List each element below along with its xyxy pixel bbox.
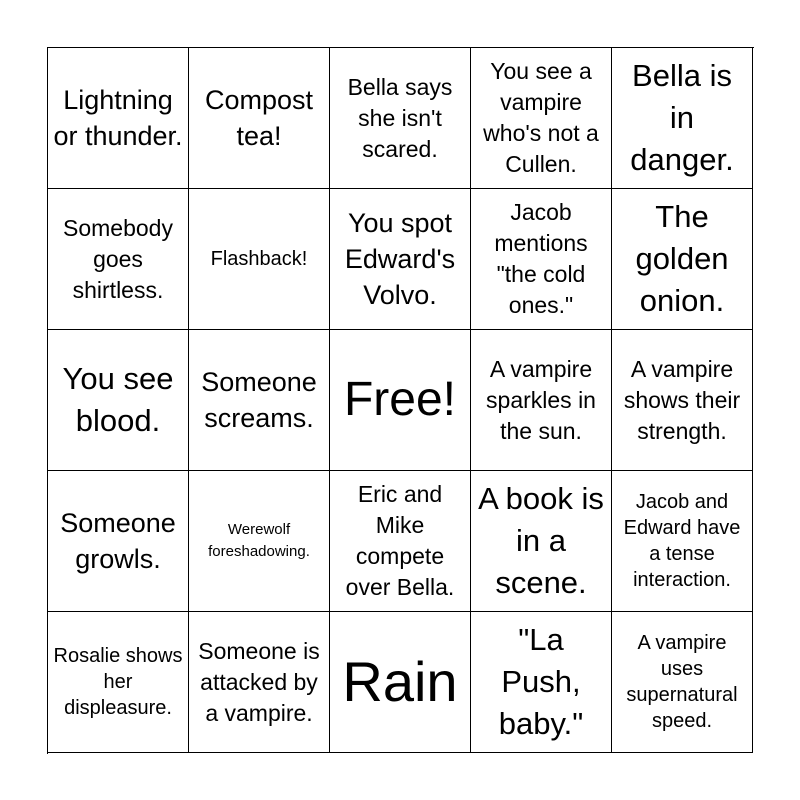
- bingo-cell-16[interactable]: [48, 471, 189, 612]
- bingo-cell-8[interactable]: [330, 189, 471, 330]
- bingo-cell-11[interactable]: [48, 330, 189, 471]
- bingo-cell-label: Bella says she isn't scared.: [347, 73, 453, 162]
- free-space-label: Free!: [343, 373, 457, 426]
- bingo-cell-12[interactable]: [189, 330, 330, 471]
- bingo-cell-22[interactable]: [189, 612, 330, 753]
- bingo-cell-label: Flashback!: [210, 248, 308, 270]
- bingo-cell-label: Someone screams.: [201, 367, 317, 433]
- bingo-cell-1[interactable]: [48, 48, 189, 189]
- bingo-cell-24[interactable]: [471, 612, 612, 753]
- bingo-cell-label: Rosalie shows her displeasure.: [53, 645, 183, 719]
- bingo-cell-label: Compost tea!: [204, 85, 314, 151]
- bingo-cell-label: Someone growls.: [60, 508, 176, 574]
- bingo-cell-14[interactable]: [471, 330, 612, 471]
- bingo-cell-3[interactable]: [330, 48, 471, 189]
- bingo-cell-17[interactable]: [189, 471, 330, 612]
- bingo-cell-label: A book is in a scene.: [478, 481, 604, 600]
- bingo-cell-9[interactable]: [471, 189, 612, 330]
- bingo-cell-20[interactable]: [612, 471, 753, 612]
- bingo-cell-label: The golden onion.: [635, 199, 729, 318]
- bingo-cell-15[interactable]: [612, 330, 753, 471]
- bingo-cell-label: "La Push, baby.": [498, 622, 584, 741]
- bingo-cell-label: Werewolf foreshadowing.: [208, 521, 310, 560]
- bingo-cell-5[interactable]: [612, 48, 753, 189]
- bingo-cell-label: A vampire sparkles in the sun.: [486, 355, 596, 444]
- bingo-cell-25[interactable]: [612, 612, 753, 753]
- bingo-cell-label: You see a vampire who's not a Cullen.: [483, 58, 599, 177]
- bingo-cell-6[interactable]: [48, 189, 189, 330]
- bingo-cell-label: Eric and Mike compete over Bella.: [345, 481, 455, 600]
- bingo-cell-21[interactable]: [48, 612, 189, 753]
- bingo-cell-label: Someone is attacked by a vampire.: [198, 637, 320, 726]
- bingo-cell-10[interactable]: [612, 189, 753, 330]
- bingo-cell-2[interactable]: [189, 48, 330, 189]
- bingo-cell-7[interactable]: [189, 189, 330, 330]
- bingo-cell-23[interactable]: [330, 612, 471, 753]
- bingo-cell-label: Rain: [342, 650, 458, 713]
- bingo-cell-label: Somebody goes shirtless.: [63, 214, 173, 303]
- bingo-cell-4[interactable]: [471, 48, 612, 189]
- bingo-cell-18[interactable]: [330, 471, 471, 612]
- bingo-cell-label: You see blood.: [62, 361, 174, 438]
- bingo-cell-19[interactable]: [471, 471, 612, 612]
- bingo-cell-label: You spot Edward's Volvo.: [344, 208, 456, 310]
- bingo-cell-label: A vampire shows their strength.: [623, 355, 741, 444]
- bingo-board: [47, 47, 754, 754]
- bingo-cell-label: A vampire uses supernatural speed.: [626, 632, 738, 732]
- bingo-cell-label: Lightning or thunder.: [53, 85, 183, 151]
- bingo-cell-label: Jacob mentions "the cold ones.": [494, 199, 588, 318]
- bingo-cell-label: Jacob and Edward have a tense interaction.: [623, 491, 741, 591]
- bingo-cell-label: Bella is in danger.: [630, 58, 734, 177]
- bingo-free-space[interactable]: [330, 330, 471, 471]
